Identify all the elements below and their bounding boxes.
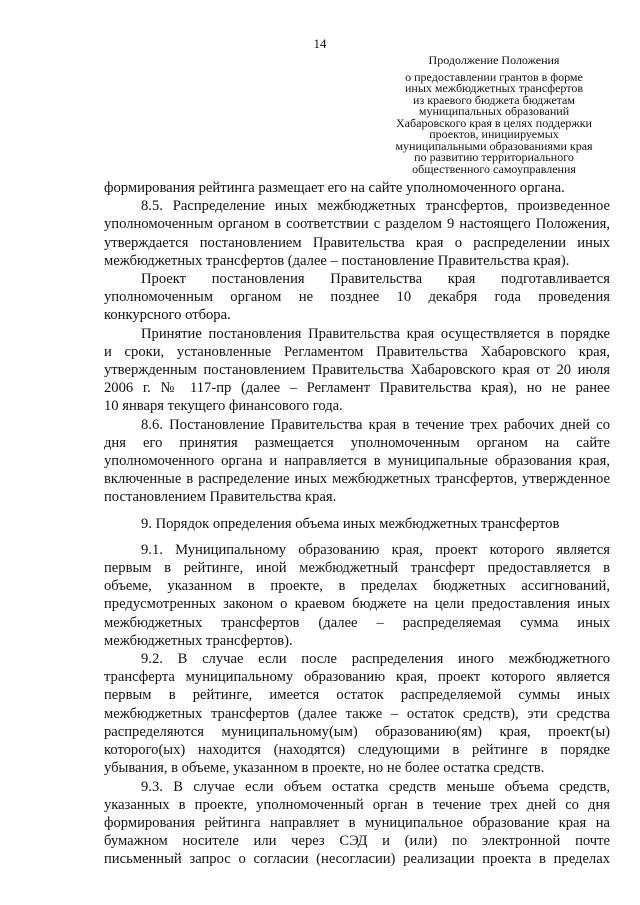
text-line: дня его принятия размещается уполномоченным органом на сайте xyxy=(104,434,610,451)
text-line: 9.1. Муниципальному образованию края, проект которого является xyxy=(141,541,610,558)
text-line: включенные в распределение иных межбюджетных трансфертов, утвержденное xyxy=(104,471,610,488)
text-line: 9.2. В случае если после распределения иного межбюджетного xyxy=(141,651,610,668)
text-line: предусмотренных законом о краевом бюджете на цели предоставления иных xyxy=(104,596,610,613)
header-line: Хабаровского края в целях поддержки xyxy=(396,115,592,130)
text-line: 10 января текущего финансового года. xyxy=(104,398,343,415)
text-line: бумажном носителе или через СЭД и (или) по электронной почте xyxy=(104,833,610,850)
text-line: межбюджетных трансфертов (далее также – остаток средств), эти средства xyxy=(104,705,610,722)
text-line: межбюджетных трансфертов (далее – постановление Правительства края). xyxy=(104,252,570,269)
text-line: межбюджетных трансфертов (далее – распределяемая сумма иных xyxy=(104,614,610,631)
header-line: муниципальными образованиями края xyxy=(395,138,593,153)
header-line: по развитию территориального xyxy=(414,150,574,164)
text-line: утвержденным постановлением Правительства Хабаровского края от 20 июля xyxy=(104,362,610,379)
text-line: уполномоченным органом не позднее 10 декабря года проведения xyxy=(104,289,610,306)
text-line: формирования рейтинга направляет в муниципальное образование края на xyxy=(104,814,610,831)
page-number: 14 xyxy=(313,36,327,51)
text-line: уполномоченным органом в соответствии с разделом 9 настоящего Положения, xyxy=(104,216,610,233)
text-line: первым в рейтинге, иной межбюджетный трансферт предоставляется в xyxy=(104,560,610,577)
regulation-header xyxy=(370,55,618,175)
text-line: утверждается постановлением Правительства края о распределении иных xyxy=(104,234,610,251)
text-line: Принятие постановления Правительства края осуществляется в порядке xyxy=(141,325,610,342)
document-body xyxy=(104,179,610,869)
text-line: постановлением Правительства края. xyxy=(104,489,337,506)
text-line: 2006 г. № 117-пр (далее – Регламент Правительства края), но не ранее xyxy=(104,380,610,397)
text-line: 9.3. В случае если объем остатка средств меньше объема средств, xyxy=(141,778,610,795)
header-line: из краевого бюджета бюджетам xyxy=(413,92,575,107)
text-line: убывания, в объеме, указанном в проекте, но не более остатка средств. xyxy=(104,760,545,777)
text-line: Проект постановления Правительства края подготавливается xyxy=(141,271,610,288)
header-line: общественного самоуправления xyxy=(412,161,576,176)
text-line: трансферта муниципальному образованию края, проект которого является xyxy=(104,669,610,686)
text-line: указанных в проекте, уполномоченный орган в течение трех дней со дня xyxy=(104,796,610,813)
text-line: письменный запрос о согласии (несогласии) реализации проекта в пределах xyxy=(104,851,610,868)
header-line: проектов, инициируемых xyxy=(429,127,559,141)
header-line: Продолжение Положения xyxy=(428,53,560,67)
text-line: межбюджетных трансфертов). xyxy=(104,632,293,649)
text-line: 8.6. Постановление Правительства края в течение трех рабочих дней со xyxy=(141,416,610,433)
header-line: иных межбюджетных трансфертов xyxy=(404,81,584,95)
text-line: формирования рейтинга размещает его на сайте уполномоченного органа. xyxy=(104,180,565,196)
text-line: первым в рейтинге, имеется остаток распределяемой суммы иных xyxy=(104,687,610,704)
text-line: объеме, указанном в проекте, в пределах бюджетных ассигнований, xyxy=(104,578,610,595)
text-line: конкурсного отбора. xyxy=(104,307,231,324)
text-line: и сроки, установленные Регламентом Правительства Хабаровского края, xyxy=(104,343,610,360)
header-line: о предоставлении грантов в форме xyxy=(405,69,583,84)
text-line: распределяются муниципальному(ым) образованию(ям) края, проект(ы) xyxy=(104,723,610,740)
header-line: муниципальных образований xyxy=(418,104,570,118)
section-heading: 9. Порядок определения объема иных межбюджетных трансфертов xyxy=(141,515,560,532)
text-line: которого(ых) находится (находятся) следующими в рейтинге в порядке xyxy=(104,742,610,759)
text-line: уполномоченного органа и направляется в муниципальные образования края, xyxy=(104,453,610,470)
text-line: 8.5. Распределение иных межбюджетных трансфертов, произведенное xyxy=(141,198,610,215)
